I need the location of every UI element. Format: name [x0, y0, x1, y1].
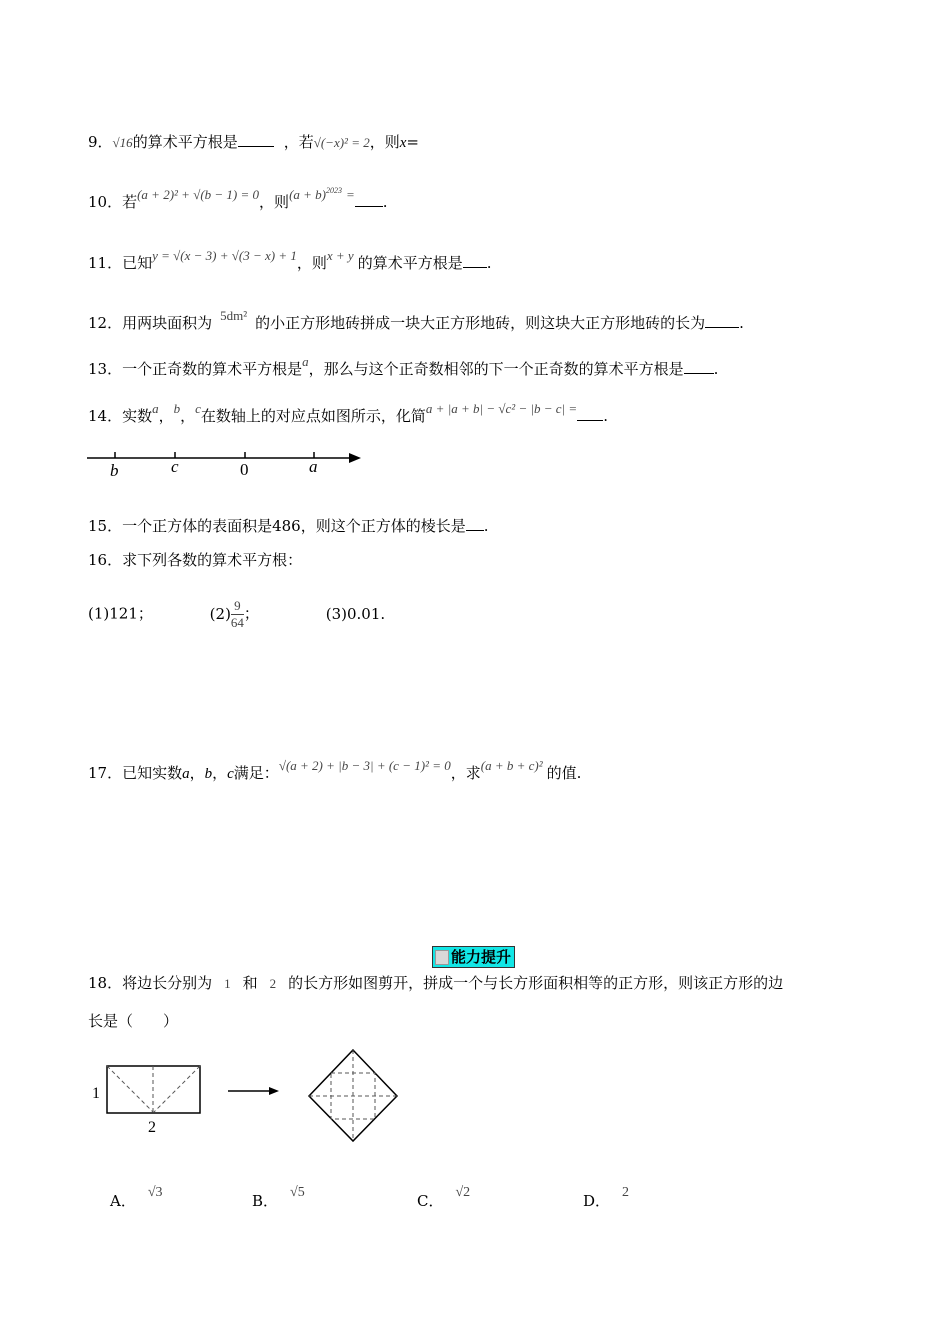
- part-1: (1)121；: [88, 604, 153, 623]
- math-expr: x + y: [326, 248, 354, 263]
- question-18-line2: 长是（ ）: [88, 1012, 179, 1030]
- question-12: 12．用两块面积为 5dm² 的小正方形地砖拼成一块大正方形地砖，则这块大正方形地砖的长为 .: [88, 308, 744, 332]
- fraction-9-64: $\frac{9}{64}$: [230, 598, 244, 630]
- point-label-b: b: [110, 461, 119, 480]
- option-c[interactable]: C． √2: [417, 1185, 471, 1210]
- answer-blank: [705, 313, 739, 328]
- point-label-zero: 0: [240, 460, 249, 479]
- question-10: 10．若(a + 2)² + √(b − 1) = 0，则$(a + b)^{2023}$ = .: [88, 186, 388, 211]
- answer-blank: [684, 359, 714, 374]
- cut-and-rearrange-figure: [85, 1048, 415, 1148]
- answer-blank: [466, 516, 484, 531]
- part-3: (3)0.01.: [325, 604, 386, 623]
- arrow-head-icon: [349, 453, 361, 463]
- math-expr: (a + b): [289, 187, 326, 202]
- answer-blank: [238, 132, 274, 147]
- option-b[interactable]: B． √5: [252, 1185, 305, 1210]
- math-sqrt16: √16: [112, 135, 133, 150]
- math-expr: 5dm²: [220, 308, 248, 323]
- math-expr: √(a + 2) + |b − 3| + (c − 1)² = 0: [278, 758, 451, 773]
- side-label-2: 2: [148, 1119, 156, 1136]
- question-14: 14．实数a，b，c在数轴上的对应点如图所示，化简a + |a + b| − √c² − |b − c| = .: [88, 401, 608, 425]
- arrow-head-icon: [269, 1087, 279, 1095]
- math-expr: (a + 2)² + √(b − 1) = 0: [137, 187, 260, 202]
- part-2-label: (2): [209, 604, 231, 623]
- question-16-parts: (1)121； (2) $\frac{9}{64}$ ； (3)0.01.: [88, 598, 386, 630]
- point-label-c: c: [171, 457, 179, 476]
- math-expr: √(−x)² = 2: [313, 135, 370, 150]
- point-label-a: a: [309, 457, 318, 476]
- answer-blank: [463, 253, 487, 268]
- question-16: 16．求下列各数的算术平方根：: [88, 551, 303, 569]
- number-line: [85, 448, 370, 482]
- section-heading: 能力提升: [432, 946, 515, 968]
- question-15: 15．一个正方体的表面积是486，则这个正方体的棱长是 .: [88, 517, 489, 535]
- math-expr: y = √(x − 3) + √(3 − x) + 1: [152, 248, 297, 263]
- question-18: 18．将边长分别为 1 和 2 的长方形如图剪开，拼成一个与长方形面积相等的正方形，则该正方形的边: [88, 974, 784, 992]
- answer-blank: [577, 406, 603, 421]
- math-var: a: [302, 354, 309, 369]
- option-d[interactable]: D． 2: [583, 1185, 630, 1210]
- option-a[interactable]: A． √3: [110, 1185, 163, 1210]
- question-17: 17．已知实数a，b，c满足：√(a + 2) + |b − 3| + (c − 1)² = 0，求(a + b + c)² 的值.: [88, 758, 582, 782]
- question-13: 13．一个正奇数的算术平方根是a，那么与这个正奇数相邻的下一个正奇数的算术平方根是 .: [88, 354, 719, 378]
- answer-blank: [355, 192, 383, 207]
- math-expr: a + |a + b| − √c² − |b − c| =: [425, 401, 578, 416]
- side-label-1: 1: [92, 1085, 100, 1102]
- question-11: 11．已知y = √(x − 3) + √(3 − x) + 1，则x + y 的算术平方根是 .: [88, 248, 492, 272]
- checkbox-icon: [435, 950, 449, 965]
- math-expr: (a + b + c)²: [480, 758, 543, 773]
- question-9: 9．√16的算术平方根是 ，若√(−x)² = 2，则x=: [88, 133, 419, 151]
